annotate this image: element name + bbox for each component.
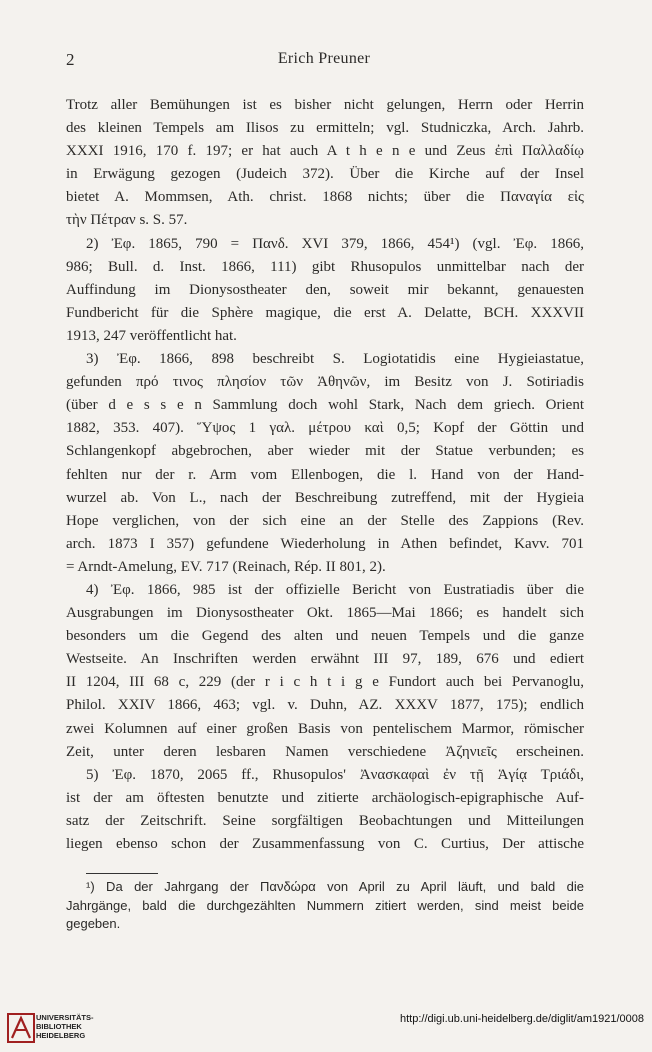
text-line: Ausgrabungen im Dionysostheater Okt. 1865—Mai 1866; es handelt sich xyxy=(66,605,584,622)
text-line: XXXI 1916, 170 f. 197; er hat auch A t h e n e und Zeus ἐπὶ Παλλαδίῳ xyxy=(66,143,584,160)
text-line: 1913, 247 veröffentlicht hat. xyxy=(66,327,237,344)
text-line: wurzel ab. Von L., nach der Beschreibung zutreffend, mit der Hygieia xyxy=(66,489,584,506)
footnote-line: gegeben. xyxy=(66,916,121,931)
library-name-line: BIBLIOTHEK xyxy=(36,1022,82,1031)
text-line: 4) Ἐφ. 1866, 985 ist der offizielle Bericht von Eustratiadis über die xyxy=(86,581,584,598)
text-line: Zeit, unter deren lesbaren Namen verschiedene Ἀζηνιεῖς erscheinen. xyxy=(66,743,584,760)
footnote xyxy=(66,878,584,934)
text-line: zwei Kolumnen auf einer großen Basis von pentelischem Marmor, römischer xyxy=(66,720,584,737)
text-line: ist der am öftesten benutzte und zitierte archäologisch-epigraphische Auf- xyxy=(66,789,584,806)
text-line: liegen ebenso schon der Zusammenfassung von C. Curtius, Der attische xyxy=(66,836,584,852)
footnote-line: Jahrgänge, bald die durchgezählten Nummern zitiert werden, sind meist beide xyxy=(66,897,584,913)
text-line: Auffindung im Dionysostheater den, soweit mir bekannt, genauesten xyxy=(66,281,584,298)
library-name-line: UNIVERSITÄTS- xyxy=(36,1013,94,1022)
page-header xyxy=(66,50,582,74)
text-line: 2) Ἐφ. 1865, 790 = Πανδ. XVI 379, 1866, 454¹) (vgl. Ἐφ. 1866, xyxy=(86,235,584,252)
text-line: fehlten nur der r. Arm vom Ellenbogen, die l. Hand von der Hand- xyxy=(66,466,584,483)
text-line: Trotz aller Bemühungen ist es bisher nicht gelungen, Herrn oder Herrin xyxy=(66,97,584,113)
text-line: satz der Zeitschrift. Seine sorgfältigen Beobachtungen und Mitteilungen xyxy=(66,812,584,829)
text-line: besonders um die Gegend des alten und neuen Tempels und die ganze xyxy=(66,628,584,645)
text-line: II 1204, III 68 c, 229 (der r i c h t i g e Fundort auch bei Pervanoglu, xyxy=(66,674,584,691)
footnote-divider xyxy=(86,873,158,874)
page-footer xyxy=(0,1004,652,1052)
page-number: 2 xyxy=(66,50,75,69)
text-line: Schlangenkopf abgebrochen, aber wieder mit der Statue verbunden; es xyxy=(66,443,584,460)
text-line: Hope verglichen, von der sich eine an der Stelle des Zappions (Rev. xyxy=(66,512,584,529)
text-line: 986; Bull. d. Inst. 1866, 111) gibt Rhusopulos unmittelbar nach der xyxy=(66,258,584,275)
text-line: (über d e s s e n Sammlung doch wohl Stark, Nach dem griech. Orient xyxy=(66,397,584,414)
text-line: 1882, 353. 407). Ὕψος 1 γαλ. μέτρου καὶ 0,5; Kopf der Göttin und xyxy=(66,420,584,437)
text-line: in Erwägung gezogen (Judeich 372). Über die Kirche auf der Insel xyxy=(66,166,584,183)
text-line: Philol. XXIV 1866, 463; vgl. v. Duhn, AZ. XXXV 1877, 175); endlich xyxy=(66,697,584,714)
footnote-line: ¹) Da der Jahrgang der Πανδώρα von April zu April läuft, und bald die xyxy=(86,879,584,894)
running-head: Erich Preuner xyxy=(277,50,371,67)
source-url-link[interactable]: http://digi.ub.uni-heidelberg.de/diglit/am1921/0008 xyxy=(399,1013,644,1025)
text-line: arch. 1873 I 357) gefundene Wiederholung in Athen befindet, Kavv. 701 xyxy=(66,535,584,552)
text-line: Westseite. An Inschriften werden erwähnt III 97, 189, 676 und ediert xyxy=(66,651,584,668)
text-line: 3) Ἐφ. 1866, 898 beschreibt S. Logiotatidis eine Hygieiastatue, xyxy=(86,351,584,368)
text-line: τὴν Πέτραν s. S. 57. xyxy=(66,212,188,229)
text-line: des kleinen Tempels am Ilisos zu ermitteln; vgl. Studniczka, Arch. Jahrb. xyxy=(66,120,584,137)
body-text xyxy=(66,94,584,856)
text-line: Fundbericht für die Sphère magique, die erst A. Delatte, BCH. XXXVII xyxy=(66,304,584,321)
library-name xyxy=(36,1013,94,1040)
text-line: bietet A. Mommsen, Ath. christ. 1868 nichts; über die Παναγία εἰς xyxy=(66,189,584,206)
text-line: 5) Ἐφ. 1870, 2065 ff., Rhusopulos' Ἀνασκαφαὶ ἐν τῇ Ἁγίᾳ Τριάδι, xyxy=(86,766,584,783)
text-line: = Arndt-Amelung, EV. 717 (Reinach, Rép. II 801, 2). xyxy=(66,558,386,575)
library-name-line: HEIDELBERG xyxy=(36,1031,86,1040)
text-line: gefunden πρό τινος πλησίον τῶν Ἀθηνῶν, im Besitz von J. Sotiriadis xyxy=(66,374,584,391)
